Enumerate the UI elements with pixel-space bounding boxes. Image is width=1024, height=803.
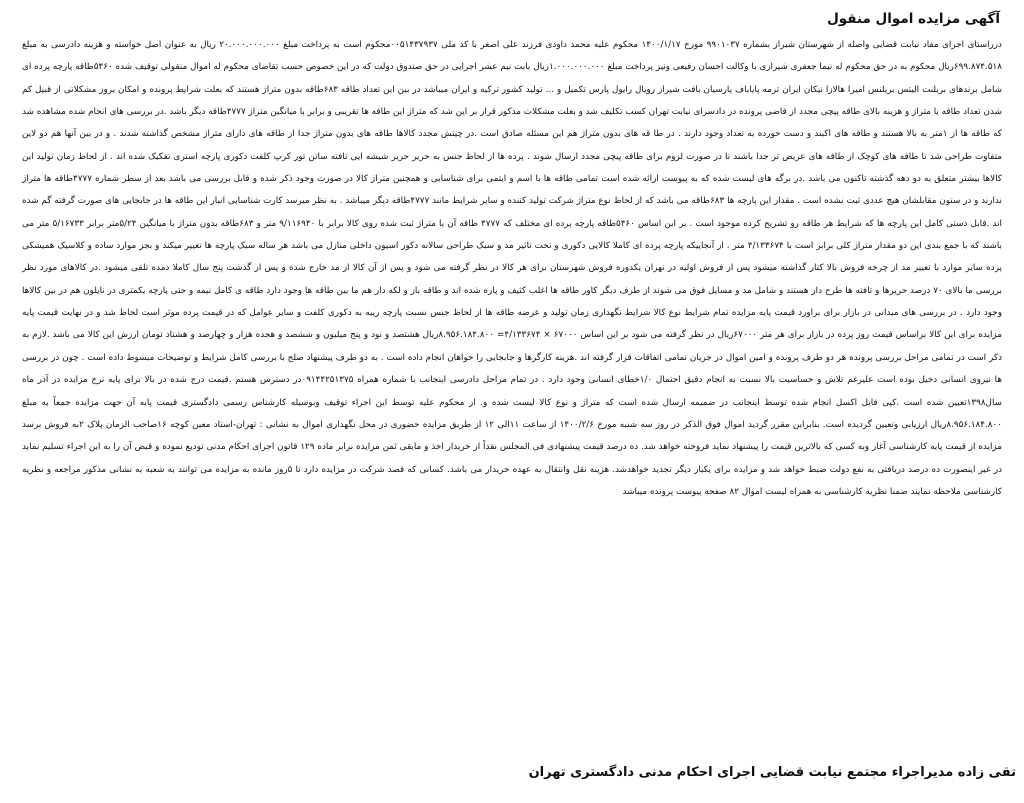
notice-title: آگهی مزایده اموال منقول — [827, 11, 1000, 27]
notice-body: درراستای اجرای مفاد نیابت قضایی واصله از شهرستان شیراز بشماره ۹۹۰۱۰۳۷ مورخ ۱۴۰۰/۱/۱۷ محکوم علیه محمد داودی فرزند علی اصغر با کد ملی ۰۰۵۱۴۳۷۹۳۷محکوم است به پرداخت مبلغ ۲۰.۰۰۰.۰۰۰.۰۰۰ ریال به عنوان اصل خواسته و هزینه دادرسی به مبلغ ۶۹۹.۸۷۴.۵۱۸ریال محکوم به در حق محکوم له نیما جعفری شیرازی با وکالت احسان رفیعی ونیز پرداخت مبلغ ۱.۰۰۰.۰۰۰.۰۰۰ریال بابت نیم عشر اجرایی در حق صندوق دولت که در این خصوص حسب تقاضای محکوم له اموال منقولی توقیف شده ۵۴۶۰طاقه پارچه پرده ای شامل برندهای بریلنت الیتس بریلنس امیرا هالازا نیکان ایران ترمه پایاباف پارسیان بافت شیراز رویال رایول پارس تکمیل و ... تولید کشور ترکیه و ایران میباشد در بین این تعداد طاقه ۶۸۳طاقه بدون متراژ هستند که بعلت شرایط پرونده و امکان بروز مشکلاتی از قبیل کم شدن تعداد طاقه یا متراژ و هزینه بالای طاقه پیچی مجدد از قاضی پرونده در دادسرای نیابت تهران کسب تکلیف شد و بعلت مشکلات مذکور قرار بر این شد که متراژ این طاقه ها تقریبی و برابر با میانگین متراژ ۴۷۷۷طاقه دیگر باشد .در بررسی های انجام شده مشاهده شد که طاقه ها از ۱متر به بالا هستند و طاقه های اکبند و دست خورده به تعداد وجود دارند . در طا قه های بدون متراژ هم این مسئله صادق است .در چینش مجدد کالاها طاقه های بدون متراژ جدا از طاقه های دارای متراژ مشخص گذاشته شدند . و در بین آنها هم دو لاین متفاوت طراحی شد تا طاقه های کوچک از طاقه های عریض تر جدا باشند تا در صورت لزوم برای طاقه پیچی مجدد ارسال شوند . پرده ها از لحاظ جنس به حریر حریر شیشه ایی تافته ساتن تور کرپ کلفت دکوری پارچه استری تفکیک شده اند . از لحاظ زمان تولید این کالاها بیشتر متعلق به دو دهه گذشته تاکنون می باشد .در برگه های لیست شده که به پیوست ارائه شده است تمامی طاقه ها با اسم و ایتمی برای شناسایی و همچنین متراژ کالا در صورت وجود ذکر شده و قابل بررسی می باشد بعد از سطر شماره ۴۷۷۷طاقه ها متراژ ندارند و در ستون مقابلشان هیچ عددی ثبت نشده است . مقدار این پارچه ها ۶۸۳طاقه می باشد که از لحاظ نوع متراژ شرکت تولید کننده و سایر شرایط مانند ۴۷۷۷طاقه دیگر میباشد . به نظر میرسد کارت شناسایی انبار این طاقه ها در جابجایی های صورت گرفته گم شده اند .قابل دستی کامل این پارچه ها که شرایط هر طاقه رو تشریح کرده موجود است . بر این اساس ۵۴۶۰طاقه پارچه پرده ای مختلف که ۴۷۷۷ طاقه آن با متراژ ثبت شده روی کالا برابر با ۹/۱۱۶۹۴۰ متر و ۶۸۳طاقه بدون متراژ با میانگین ۵/۲۴متر برابر ۵/۱۶۷۳۳ متر می باشند که با جمع بندی این دو مقدار متراژ کلی برابر است با ۴/۱۳۳۶۷۴ متر . از آنجاییکه پارچه پرده ای کاملا کالایی دکوری و تحت تاثیر مد و سبک طراحی سالانه دکور اسیون داخلی منازل می باشد هر ساله سبک پارچه ها تغییر میکند و بجز موارد ساده و کلاسیک همیشکی پرده سایر موارد با تغییر مد از چرخه فروش بالا کنار گذاشته میشود پس از فروش اولیه در تهران یکدوره فروش شهرستان برای هر کالا در نظر گرفته می شود و پس از آن کالا از مد خارج شده و پس از گذشت پنج سال کاملا دمده تلقی میشود .در کالاهای مورد نظر بررسی ما بالای ۷۰ درصد حریرها و تافته ها طرح دار هستند و شامل مد و مسایل فوق می شوند از طرف دیگر کاور طاقه ها اغلب کثیف و پاره شده اند و طاقه باز و لکه دار هم ما بین طاقه ها وجود دارد طاقه ی کامل نیمه و حتی پارچه یکمتری در نایلون هم در بین کالاها وجود دارد . در بررسی های میدانی در بازار برای براورد قیمت پایه مزایده تمام شرایط نوع کالا شرایط نگهداری زمان تولید و عرضه طاقه ها از لحاظ جنس نسبت پارچه ریبه به دکوری کلفت و سایر عوامل که در قیمت پرده موثر است لحاظ شد و در نهایت قیمت پایه مزایده برای این کالا براساس قیمت روز پرده در بازار برای هر متر ۶۷۰۰۰ریال در نظر گرفته می شود بر این اساس ۶۷۰۰۰ × ۴/۱۳۳۶۷۴= ۸.۹۵۶.۱۸۴.۸۰۰ریال هشتصد و نود و پنج میلیون و ششصد و هجده هزار و چهارصد و هشتاد تومان ارزش این کالا می باشد .لازم به ذکر است در تمامی مراحل بررسی پرونده هر دو طرف پرونده و امین اموال در جریان تمامی اتفاقات قرار گرفته اند .هزینه کارگرها و جابجایی را خواهان انجام داده است . به دو طرف پیشنهاد صلح با بررسی کامل شرایط و توضیحات مبسوط داده است . چون در بررسی ها نیروی انسانی دخیل بوده است علیرغم تلاش و حساسیت بالا نسبت به انجام دقیق احتمال ۱/۰خطای انسانی وجود دارد . در تمام مراحل دادرسی اینجانب با شماره همراه ۰۹۱۴۴۲۵۱۳۷۵در دسترس هستم .قیمت درج شده در بالا برای پایه نرخ مزایده در آذر ماه سال۱۳۹۸تعیین شده است .کپی فایل اکسل انجام شده توسط اینجانب در ضمیمه ارسال شده است که متراژ و نوع کالا لیست شده و. از محکوم علیه توسط این اجراء توقیف وبوسیله کارشناس رسمی دادگستری قیمت پایه آن جهت مزایده جمعاً به مبلغ ۸.۹۵۶.۱۸۴.۸۰۰ریال ارزیابی وتعیین گردیده است. بنابراین مقرر گردید اموال فوق الذکر در روز سه شنبه مورخ ۱۴۰۰/۲/۶ از ساعت ۱۱الی ۱۲ از طریق مزایده حضوری در محل نگهداری اموال به نشانی : تهران-استاد معین کوچه ۱۶صاحب الزمان پلاک ۲به فروش برسد مزایده از قیمت پایه کارشناسی آغاز وبه کسی که بالاترین قیمت را پیشنهاد نماید فروخته خواهد شد. ده درصد قیمت پیشنهادی فی المجلس نقداً از خریدار اخذ و مابقی ثمن مزایده برابر ماده ۱۲۹ قانون اجرای احکام مدنی تودیع نموده و قبض آن را به این اجراء تسلیم نماید در غیر اینصورت ده درصد دریافتی به نفع دولت ضبط خواهد شد و مزایده برای یکبار دیگر تجدید خواهدشد. هزینه نقل وانتقال به عهده خریدار می باشد. کسانی که قصد شرکت در مزایده دارد تا ۵روز مانده به مزایده می توانند به شعبه به نشانی مذکور مراجعه و نظریه کارشناسی ملاحظه نمایند ضمنا نظریه کارشناسی به همراه لیست اموال ۸۲ صفحه پیوست پرونده میباشد — [22, 40, 1003, 497]
auction-notice — [22, 8, 1002, 798]
notice-signature: تقی زاده مدیراجراء مجتمع نیابت قضایی اجرای احکام مدنی دادگستری تهران — [528, 765, 1016, 780]
